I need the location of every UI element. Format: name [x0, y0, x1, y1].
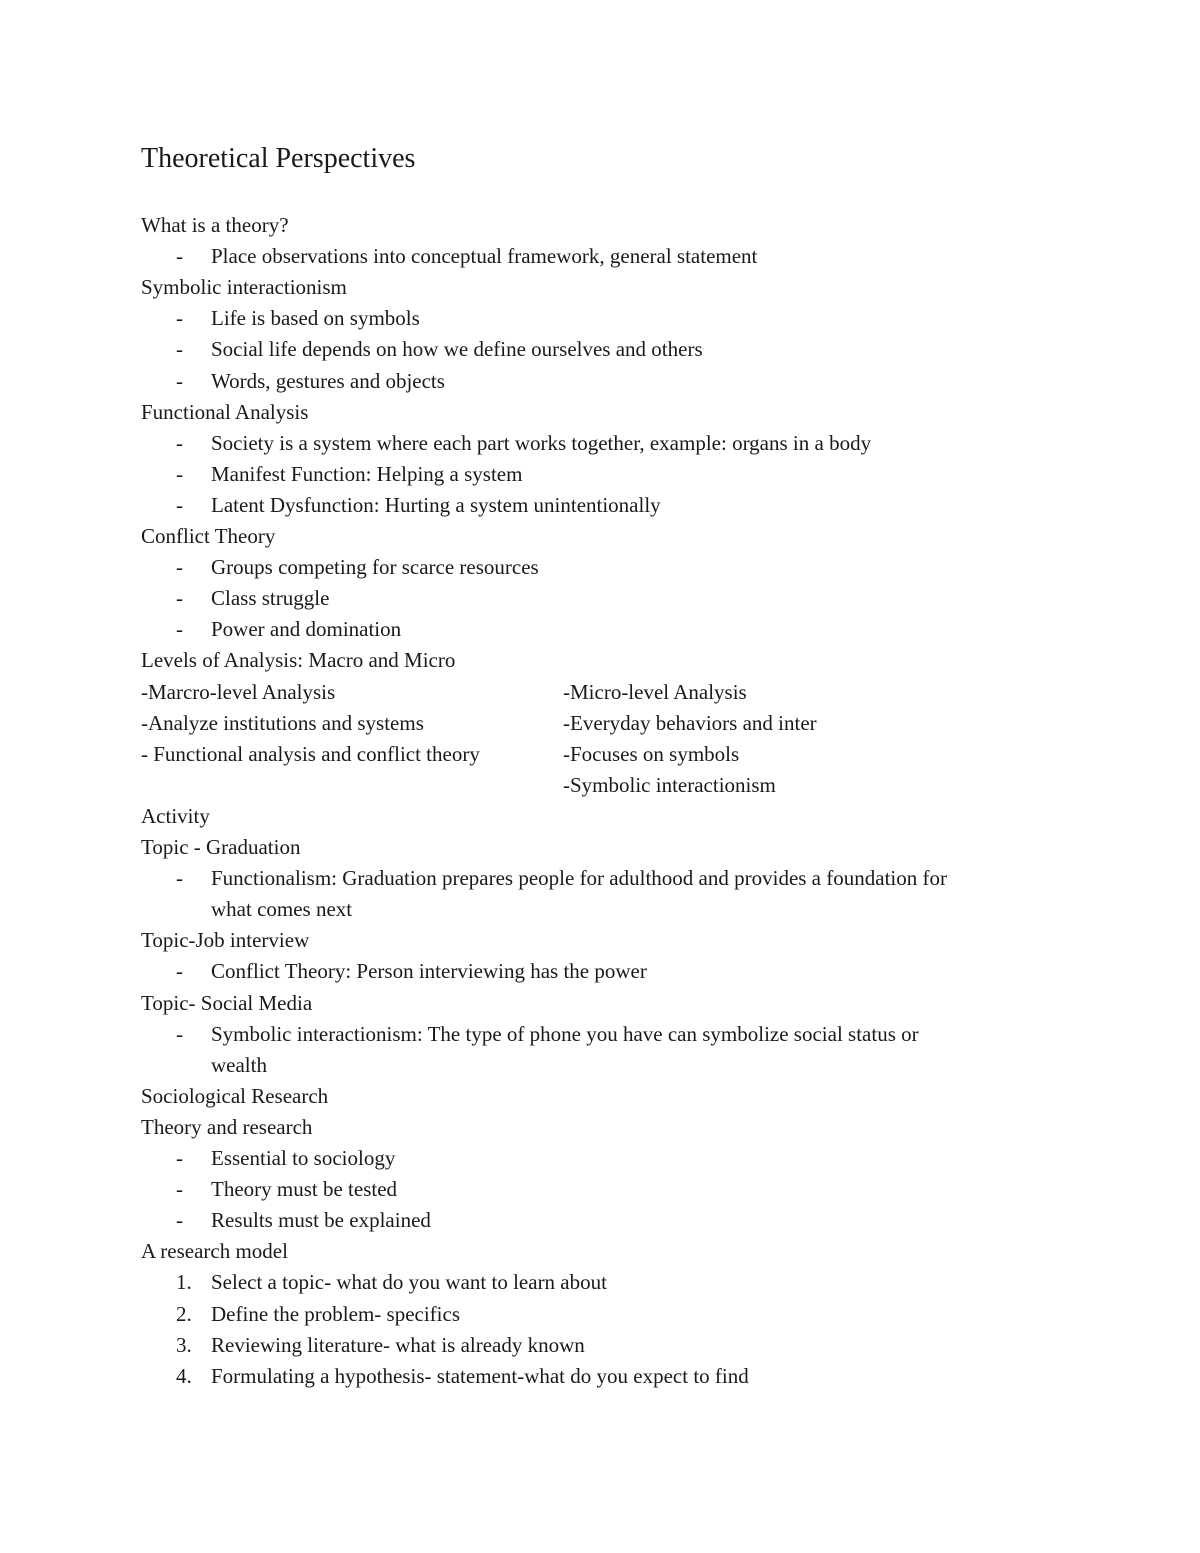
section-heading: Topic-Job interview	[141, 928, 310, 952]
list-item	[0, 583, 1200, 614]
list-item	[0, 614, 1200, 645]
list-marker: -	[176, 586, 183, 610]
list-item-text: Define the problem- specifics	[211, 1302, 460, 1326]
list-item-text: Manifest Function: Helping a system	[211, 462, 523, 486]
section-heading: Functional Analysis	[141, 400, 309, 424]
list-item	[0, 303, 1200, 334]
list-marker: -	[176, 617, 183, 641]
list-item-text: Symbolic interactionism: The type of phone you have can symbolize social status or	[211, 1022, 919, 1046]
micro-column-item: -Everyday behaviors and inter	[563, 711, 817, 735]
list-item	[0, 1174, 1200, 1205]
list-item-text: Reviewing literature- what is already known	[211, 1333, 585, 1357]
list-item-text: Theory must be tested	[211, 1177, 398, 1201]
list-item-text: Words, gestures and objects	[211, 369, 445, 393]
list-marker: -	[176, 337, 183, 361]
section-heading: What is a theory?	[141, 213, 289, 237]
list-item-text: Groups competing for scarce resources	[211, 555, 539, 579]
list-marker: -	[176, 244, 183, 268]
macro-column-item: - Functional analysis and conflict theory	[141, 742, 480, 766]
list-item	[0, 863, 1200, 894]
list-item	[0, 490, 1200, 521]
micro-column-item: -Focuses on symbols	[563, 742, 740, 766]
section-heading: Topic- Social Media	[141, 991, 313, 1015]
list-item	[0, 1143, 1200, 1174]
list-marker: 3.	[176, 1333, 192, 1357]
list-item	[0, 366, 1200, 397]
list-item-text: Conflict Theory: Person interviewing has the power	[211, 959, 647, 983]
list-marker: -	[176, 866, 183, 890]
section-heading: Conflict Theory	[141, 524, 276, 548]
list-item-continuation: what comes next	[211, 897, 353, 921]
list-item-text: Latent Dysfunction: Hurting a system unintentionally	[211, 493, 661, 517]
list-marker: -	[176, 1208, 183, 1232]
list-item-continuation: wealth	[211, 1053, 267, 1077]
list-marker: -	[176, 1146, 183, 1170]
list-item	[0, 552, 1200, 583]
list-item-text: Place observations into conceptual framework, general statement	[211, 244, 758, 268]
section-heading: Topic - Graduation	[141, 835, 301, 859]
list-marker: 4.	[176, 1364, 192, 1388]
list-marker: 2.	[176, 1302, 192, 1326]
page-title: Theoretical Perspectives	[141, 143, 416, 174]
macro-column-item: -Analyze institutions and systems	[141, 711, 424, 735]
micro-column-item: -Symbolic interactionism	[563, 773, 776, 797]
section-heading: Symbolic interactionism	[141, 275, 347, 299]
list-item-text: Results must be explained	[211, 1208, 431, 1232]
macro-column-item: -Marcro-level Analysis	[141, 680, 336, 704]
section-heading: Theory and research	[141, 1115, 313, 1139]
section-heading: Activity	[141, 804, 210, 828]
list-marker: -	[176, 493, 183, 517]
list-marker: -	[176, 306, 183, 330]
list-marker: 1.	[176, 1270, 192, 1294]
list-item	[0, 1361, 1200, 1392]
list-item	[0, 1205, 1200, 1236]
list-item	[0, 1019, 1200, 1050]
list-item-text: Select a topic- what do you want to learn about	[211, 1270, 607, 1294]
list-item	[0, 956, 1200, 987]
list-item	[0, 1267, 1200, 1298]
list-item-text: Class struggle	[211, 586, 330, 610]
list-item-text: Society is a system where each part works together, example: organs in a body	[211, 431, 872, 455]
list-marker: -	[176, 1022, 183, 1046]
list-item	[0, 241, 1200, 272]
section-heading: Sociological Research	[141, 1084, 329, 1108]
list-item-text: Essential to sociology	[211, 1146, 396, 1170]
list-item-text: Life is based on symbols	[211, 306, 420, 330]
section-heading: Levels of Analysis: Macro and Micro	[141, 648, 456, 672]
list-item	[0, 1299, 1200, 1330]
list-item-text: Formulating a hypothesis- statement-what do you expect to find	[211, 1364, 749, 1388]
list-marker: -	[176, 462, 183, 486]
list-marker: -	[176, 555, 183, 579]
list-marker: -	[176, 431, 183, 455]
list-marker: -	[176, 959, 183, 983]
list-item-text: Power and domination	[211, 617, 402, 641]
list-item	[0, 428, 1200, 459]
section-heading: A research model	[141, 1239, 288, 1263]
list-item	[0, 459, 1200, 490]
list-marker: -	[176, 1177, 183, 1201]
list-item	[0, 334, 1200, 365]
micro-column-item: -Micro-level Analysis	[563, 680, 747, 704]
list-item	[0, 1330, 1200, 1361]
list-item-text: Functionalism: Graduation prepares people for adulthood and provides a foundation for	[211, 866, 947, 890]
list-item-text: Social life depends on how we define ourselves and others	[211, 337, 703, 361]
list-marker: -	[176, 369, 183, 393]
